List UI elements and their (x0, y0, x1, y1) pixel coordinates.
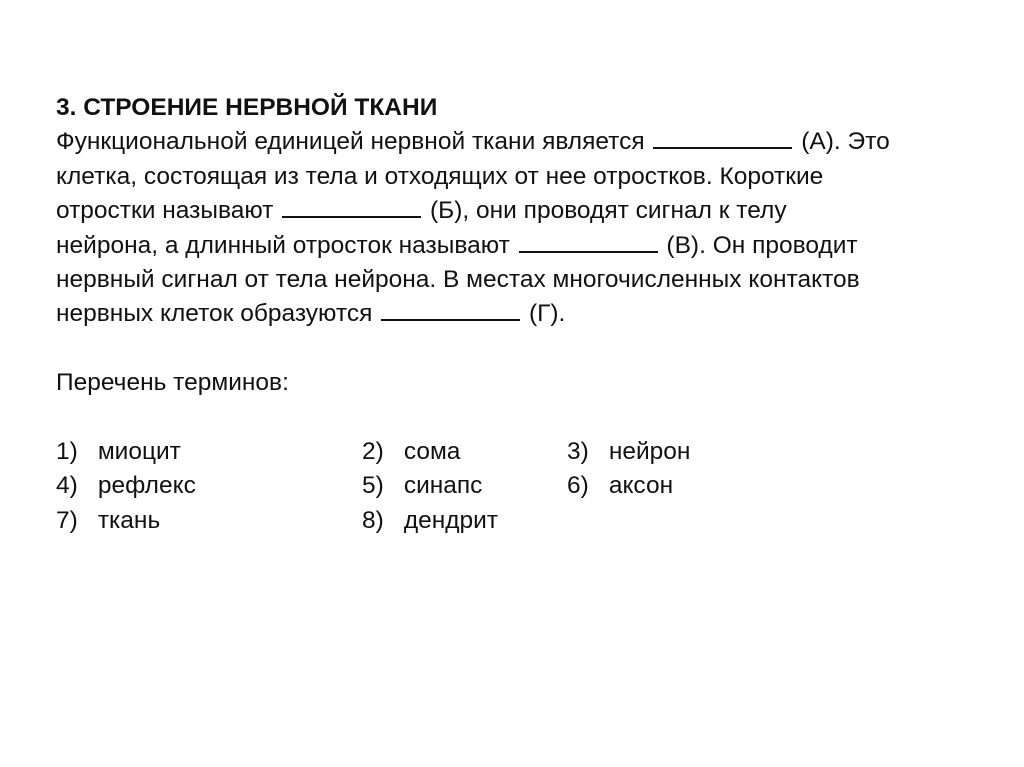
answer-blank-b (282, 194, 421, 218)
paragraph-line-2: клетка, состоящая из тела и отходящих от нее отростков. Короткие (56, 162, 824, 190)
term-item-4 (56, 469, 196, 503)
term-label: рефлекс (97, 472, 196, 500)
term-item-8 (362, 504, 498, 538)
terms-heading: Перечень терминов: (56, 369, 289, 397)
term-number: 5) (362, 472, 384, 500)
term-label: миоцит (97, 438, 181, 466)
term-label: ткань (97, 506, 161, 534)
answer-blank-v (519, 229, 658, 253)
term-label: аксон (608, 472, 674, 500)
text-segment: нервных клеток образуются (56, 300, 373, 328)
text-segment: (А). Это (801, 128, 890, 156)
term-number: 1) (56, 438, 78, 466)
paragraph-line-5: нервный сигнал от тела нейрона. В местах многочисленных контактов (56, 266, 860, 294)
term-number: 6) (567, 472, 589, 500)
slide-content (56, 91, 1006, 540)
text-segment: нейрона, а длинный отросток называют (56, 231, 510, 259)
page-title: 3. СТРОЕНИЕ НЕРВНОЙ ТКАНИ (56, 94, 438, 121)
spacer (56, 332, 1006, 366)
term-number: 7) (56, 506, 78, 534)
term-label: синапс (403, 472, 483, 500)
paragraph-line-3 (56, 194, 1006, 228)
term-item-5 (362, 469, 482, 503)
term-number: 8) (362, 506, 384, 534)
term-label: сома (403, 438, 461, 466)
term-number: 4) (56, 472, 78, 500)
term-label: дендрит (403, 506, 499, 534)
term-item-6 (567, 469, 673, 503)
spacer (56, 401, 1006, 435)
answer-blank-a (653, 125, 792, 149)
term-item-2 (362, 435, 460, 469)
text-segment: (В). Он проводит (666, 231, 858, 259)
terms-list (56, 435, 1006, 540)
text-segment: (Б), они проводят сигнал к телу (430, 197, 787, 225)
text-segment: отростки называют (56, 197, 274, 225)
term-item-7 (56, 504, 160, 538)
paragraph-line-6 (56, 297, 1006, 331)
term-number: 2) (362, 438, 384, 466)
answer-blank-g (381, 297, 520, 321)
term-item-3 (567, 435, 690, 469)
term-label: нейрон (608, 438, 691, 466)
text-segment: (Г). (528, 300, 566, 328)
paragraph-line-4 (56, 229, 1006, 263)
term-number: 3) (567, 438, 589, 466)
term-item-1 (56, 435, 181, 469)
paragraph-line-1 (56, 125, 1006, 159)
text-segment: Функциональной единицей нервной ткани является (56, 128, 645, 156)
